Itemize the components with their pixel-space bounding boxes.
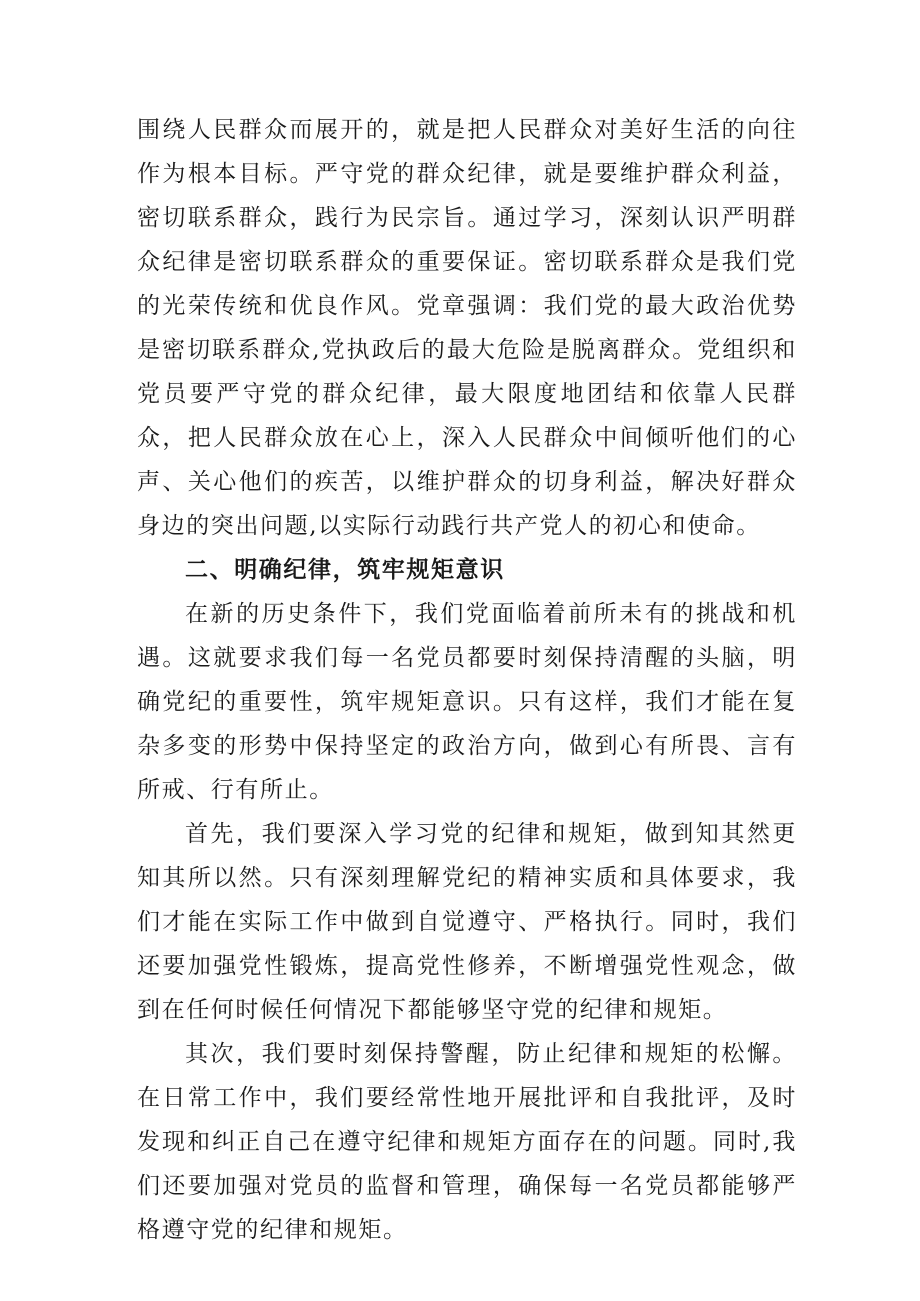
document-body — [137, 108, 797, 1252]
paragraph-masses-discipline: 围绕人民群众而展开的，就是把人民群众对美好生活的向往作为根本目标。严守党的群众纪律，就是要维护群众利益，密切联系群众，践行为民宗旨。通过学习，深刻认识严明群众纪律是密切联系群众的重要保证。密切联系群众是我们党的光荣传统和优良作风。党章强调：我们党的最大政治优势是密切联系群众,党执政后的最大危险是脱离群众。党组织和党员要严守党的群众纪律，最大限度地团结和依靠人民群众，把人民群众放在心上，深入人民群众中间倾听他们的心声、关心他们的疾苦，以维护群众的切身利益，解决好群众身边的突出问题,以实际行动践行共产党人的初心和使命。 — [137, 117, 797, 539]
paragraph-first: 首先，我们要深入学习党的纪律和规矩，做到知其然更知其所以然。只有深刻理解党纪的精神实质和具体要求，我们才能在实际工作中做到自觉遵守、严格执行。同时，我们还要加强党性锻炼，提高党性修养，不断增强党性观念，做到在任何时候任何情况下都能够坚守党的纪律和规矩。 — [137, 821, 797, 1023]
paragraph-new-conditions: 在新的历史条件下，我们党面临着前所未有的挑战和机遇。这就要求我们每一名党员都要时刻保持清醒的头脑，明确党纪的重要性，筑牢规矩意识。只有这样，我们才能在复杂多变的形势中保持坚定的政治方向，做到心有所畏、言有所戒、行有所止。 — [137, 601, 797, 803]
section-heading-2: 二、明确纪律，筑牢规矩意识 — [185, 556, 505, 583]
paragraph-second: 其次，我们要时刻保持警醒，防止纪律和规矩的松懈。在日常工作中，我们要经常性地开展批评和自我批评，及时发现和纠正自己在遵守纪律和规矩方面存在的问题。同时,我们还要加强对党员的监督和管理，确保每一名党员都能够严格遵守党的纪律和规矩。 — [137, 1041, 797, 1243]
